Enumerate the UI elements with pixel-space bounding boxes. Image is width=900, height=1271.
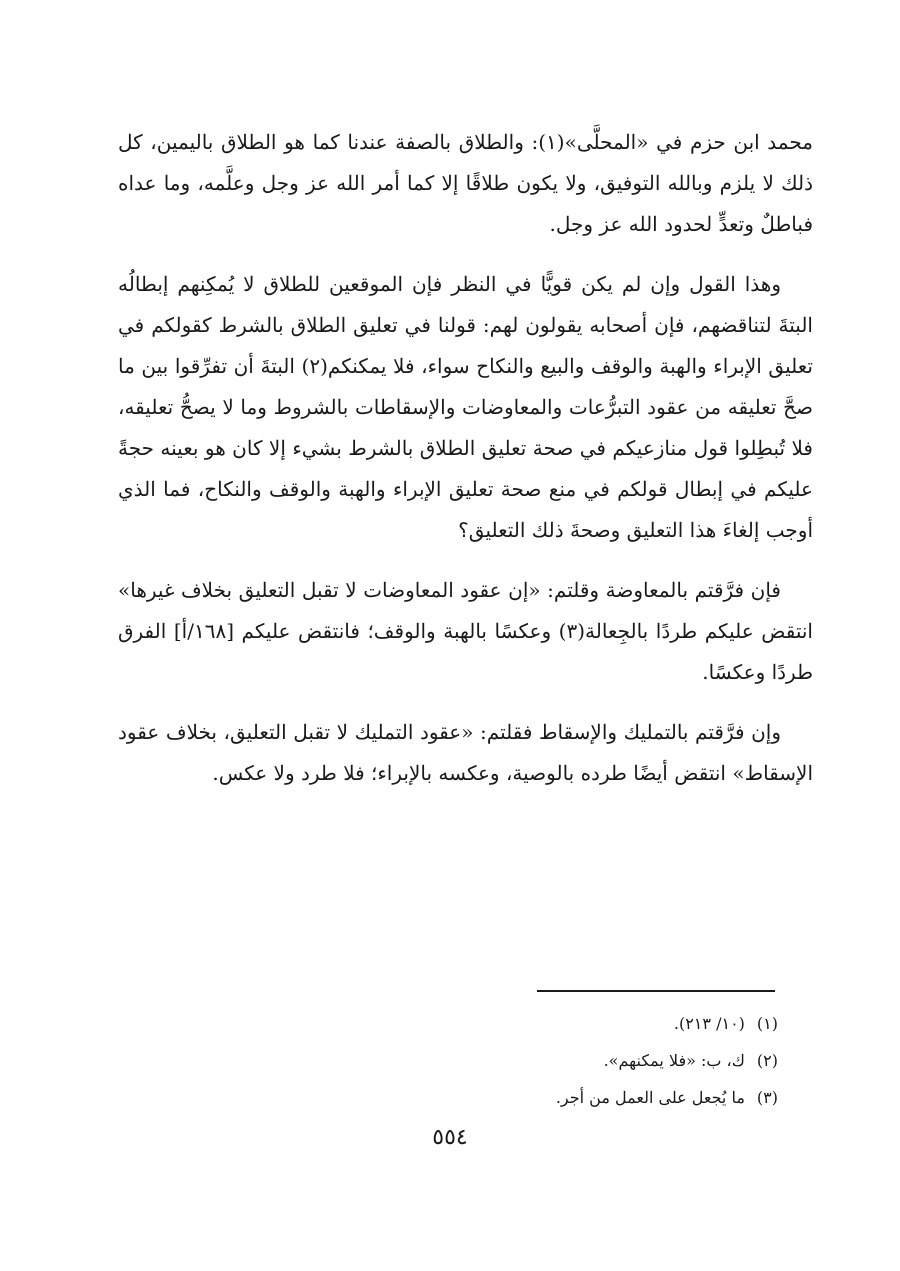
footnote-number: (٣): [756, 1088, 778, 1107]
page-number: ٥٥٤: [432, 1125, 468, 1150]
footnote-text: ك، ب: «فلا يمكنهم».: [603, 1051, 745, 1070]
footnote-divider: [537, 990, 775, 992]
paragraph-2: وهذا القول وإن لم يكن قويًّا في النظر فإن الموقعين للطلاق لا يُمكِنهم إبطالُه البتةَ لتناقضهم، فإن أصحابه يقولون لهم: قولنا في تعليق الطلاق بالشرط كقولكم في تعليق الإبراء والهبة والوقف والبيع والنكاح سواء، فلا يمكنكم(٢) البتةَ أن تفرِّقوا بين ما صحَّ تعليقه من عقود التبرُّعات والمعاوضات والإسقاطات بالشروط وما لا يصحُّ تعليقه، فلا تُبطِلوا قول منازعيكم في صحة تعليق الطلاق بالشرط بشيء إلا كان هو بعينه حجةً عليكم في إبطال قولكم في منع صحة تعليق الإبراء والهبة والوقف والنكاح، فما الذي أوجب إلغاءَ هذا التعليق وصحةَ ذلك التعليق؟: [118, 272, 813, 542]
footnote-2: [118, 1042, 778, 1079]
footnote-number: (١): [756, 1014, 778, 1033]
footnote-text: (١٠/ ٢١٣).: [673, 1014, 745, 1033]
footnote-number: (٢): [756, 1051, 778, 1070]
footnote-3: [118, 1079, 778, 1116]
footnote-1: [118, 1005, 778, 1042]
main-text: [118, 122, 813, 813]
paragraph-4: وإن فرَّقتم بالتمليك والإسقاط فقلتم: «عقود التمليك لا تقبل التعليق، بخلاف عقود الإسقاط» انتقض أيضًا طرده بالوصية، وعكسه بالإبراء؛ فلا طرد ولا عكس.: [118, 720, 813, 785]
footnote-text: ما يُجعل على العمل من أجر.: [555, 1088, 745, 1107]
footnotes: [118, 1005, 778, 1116]
paragraph-3: فإن فرَّقتم بالمعاوضة وقلتم: «إن عقود المعاوضات لا تقبل التعليق بخلاف غيرها» انتقض عليكم طردًا بالجِعالة(٣) وعكسًا بالهبة والوقف؛ فانتقض عليكم [١٦٨/أ] الفرق طردًا وعكسًا.: [118, 578, 813, 684]
paragraph-1: محمد ابن حزم في «المحلَّى»(١): والطلاق بالصفة عندنا كما هو الطلاق باليمين، كل ذلك لا يلزم وبالله التوفيق، ولا يكون طلاقًا إلا كما أمر الله عز وجل وعلَّمه، وما عداه فباطلٌ وتعدٍّ لحدود الله عز وجل.: [118, 130, 813, 236]
